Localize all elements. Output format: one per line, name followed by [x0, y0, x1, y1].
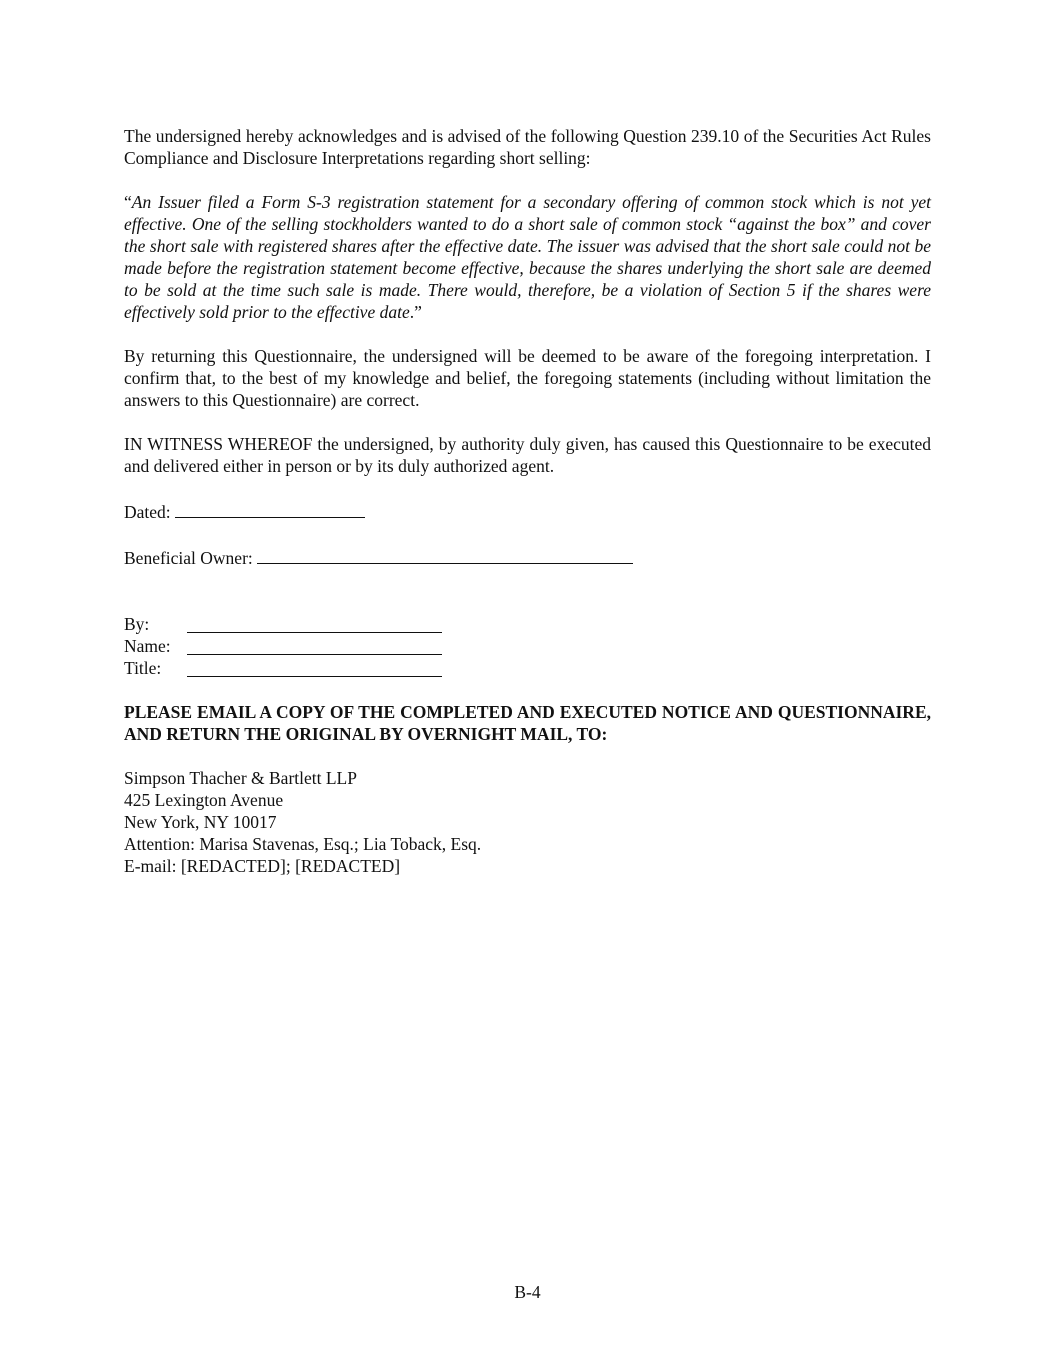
dated-label: Dated:	[124, 502, 171, 522]
by-field[interactable]	[187, 615, 442, 633]
beneficial-owner-row	[124, 545, 931, 569]
title-row	[124, 657, 931, 679]
name-row	[124, 635, 931, 657]
quote-close-mark: .”	[409, 302, 422, 322]
interpretation-quote	[124, 191, 931, 323]
name-label: Name:	[124, 636, 171, 656]
mailing-address	[124, 767, 931, 877]
title-label: Title:	[124, 658, 162, 678]
title-field[interactable]	[187, 659, 442, 677]
quote-text: An Issuer filed a Form S-3 registration statement for a secondary offering of common stock which is not yet effective. One of the selling stockholders wanted to do a short sale of common stock “against the box” and cover the short sale with registered shares after the effective date. The issuer was advised that the short sale could not be made before the registration statement become effective, because the shares underlying the short sale are deemed to be sold at the time such sale is made. There would, therefore, be a violation of Section 5 if the shares were effectively sold prior to the effective date	[124, 192, 931, 322]
page-number: B-4	[514, 1282, 541, 1302]
return-instructions: PLEASE EMAIL A COPY OF THE COMPLETED AND EXECUTED NOTICE AND QUESTIONNAIRE, AND RETURN THE ORIGINAL BY OVERNIGHT MAIL, TO:	[124, 702, 931, 744]
beneficial-owner-field[interactable]	[257, 545, 633, 564]
confirmation-paragraph: By returning this Questionnaire, the undersigned will be deemed to be aware of the foregoing interpretation. I confirm that, to the best of my knowledge and belief, the foregoing statements (including without limitation the answers to this Questionnaire) are correct.	[124, 346, 931, 410]
by-row	[124, 613, 931, 635]
acknowledgement-paragraph: The undersigned hereby acknowledges and is advised of the following Question 239.10 of the Securities Act Rules Compliance and Disclosure Interpretations regarding short selling:	[124, 126, 931, 168]
by-label: By:	[124, 614, 150, 634]
dated-field[interactable]	[175, 499, 365, 518]
address-firm: Simpson Thacher & Bartlett LLP	[124, 768, 357, 788]
signature-block	[124, 613, 931, 679]
name-field[interactable]	[187, 637, 442, 655]
address-street: 425 Lexington Avenue	[124, 790, 284, 810]
document-body	[124, 125, 931, 877]
quote-open-mark: “	[124, 192, 132, 212]
dated-row	[124, 499, 931, 523]
beneficial-owner-label: Beneficial Owner:	[124, 548, 253, 568]
address-city: New York, NY 10017	[124, 812, 277, 832]
address-email: E-mail: [REDACTED]; [REDACTED]	[124, 856, 401, 876]
witness-paragraph: IN WITNESS WHEREOF the undersigned, by authority duly given, has caused this Questionnaire to be executed and delivered either in person or by its duly authorized agent.	[124, 434, 931, 476]
address-attention: Attention: Marisa Stavenas, Esq.; Lia Toback, Esq.	[124, 834, 482, 854]
